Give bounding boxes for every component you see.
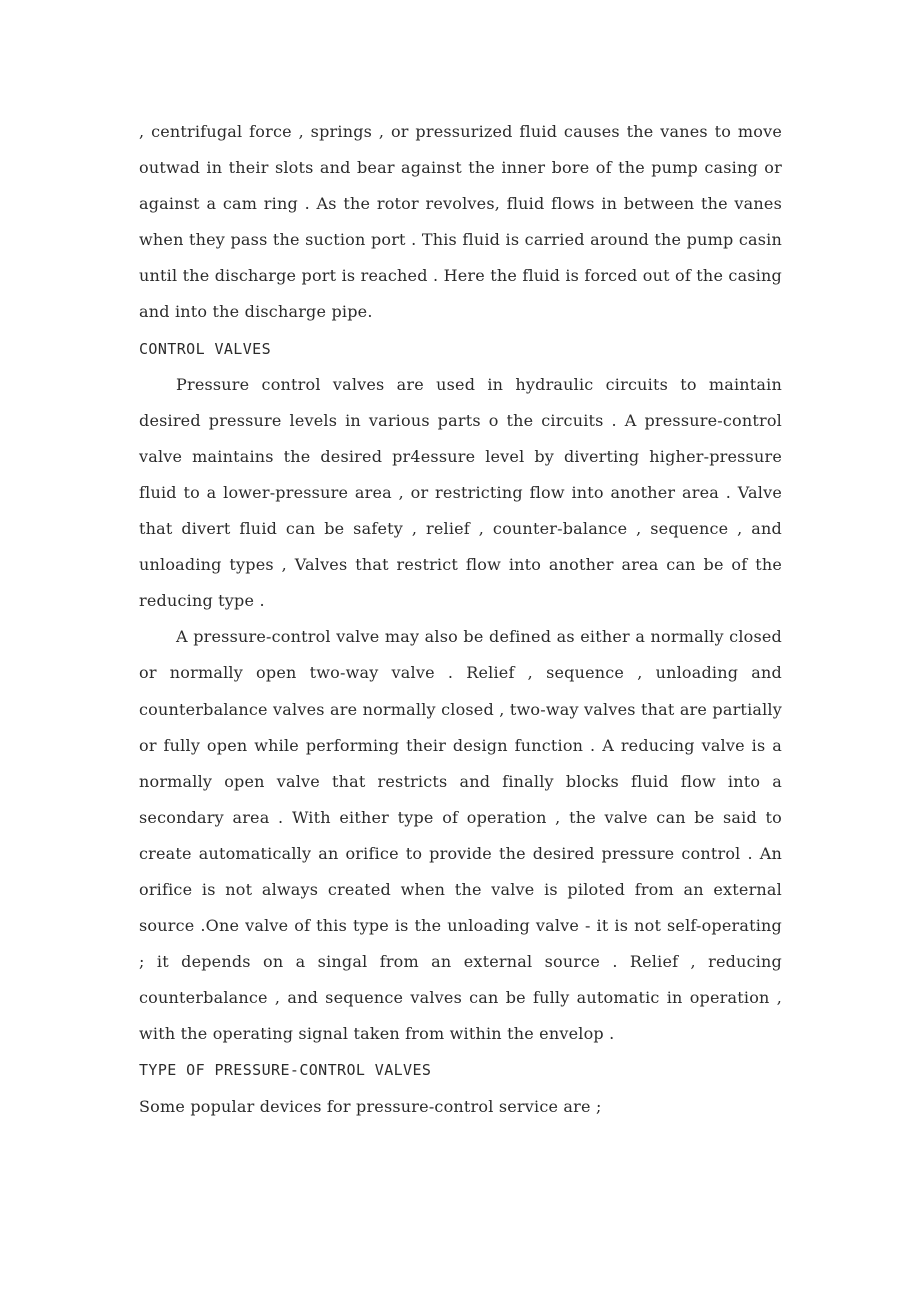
paragraph-valve-types: A pressure-control valve may also be defined as either a normally closed or normally open two-way valve . Relief , sequence , unloading and counterbalance valves are normally closed , two-way valves that are partially or fully open while performing their design function . A reducing valve is a normally open valve that restricts and finally blocks fluid flow into a secondary area . With either type of operation , the valve can be said to create automatically an orifice to provide the desired pressure control . An orifice is not always created when the valve is piloted from an external source .One valve of this type is the unloading valve - it is not self-operating ; it depends on a singal from an external source . Relief , reducing counterbalance , and sequence valves can be fully automatic in operation , with the operating signal taken from within the envelop . — [139, 627, 782, 1044]
paragraph-vane-pump: , centrifugal force , springs , or pressurized fluid causes the vanes to move outwad in their slots and bear against the inner bore of the pump casing or against a cam ring . As the rotor revolves, fluid flows in between the vanes when they pass the suction port . This fluid is carried around the pump casin until the discharge port is reached . Here the fluid is forced out of the casing and into the discharge pipe. — [139, 122, 782, 322]
section-heading-control-valves: CONTROL VALVES — [139, 339, 272, 358]
paragraph-pressure-control: Pressure control valves are used in hydraulic circuits to maintain desired pressure levels in various parts o the circuits . A pressure-control valve maintains the desired pr4essure level by diverting higher-pressure fluid to a lower-pressure area , or restricting flow into another area . Valve that divert fluid can be safety , relief , counter-balance , sequence , and unloading types , Valves that restrict flow into another area can be of the reducing type . — [139, 374, 782, 611]
document-body — [139, 114, 782, 1125]
paragraph-devices-intro: Some popular devices for pressure-control service are ; — [139, 1096, 602, 1116]
section-heading-pressure-control-types: TYPE OF PRESSURE-CONTROL VALVES — [139, 1061, 432, 1080]
